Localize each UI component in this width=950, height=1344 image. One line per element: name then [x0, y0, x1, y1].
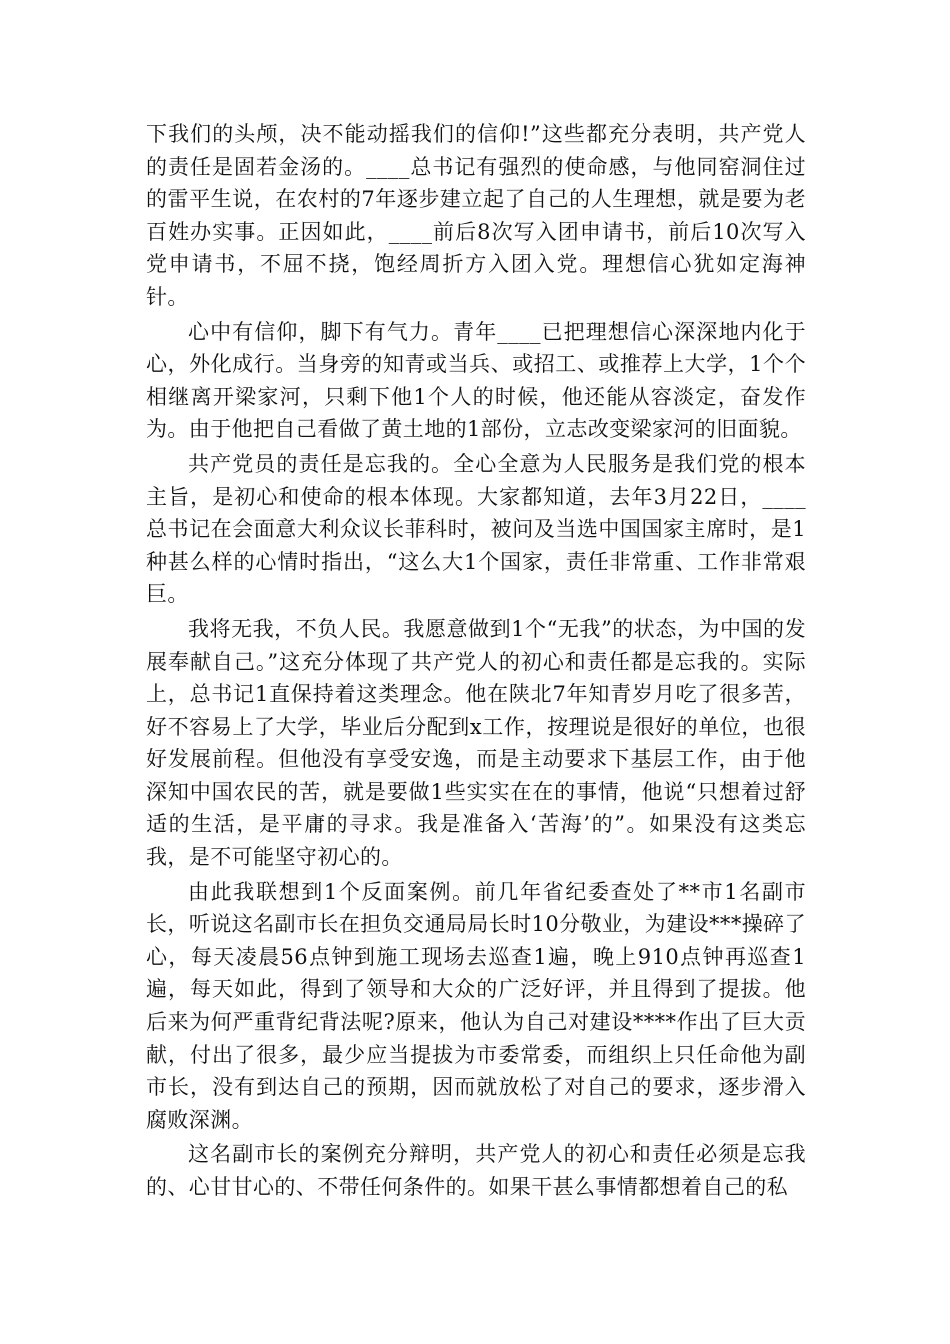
paragraph-4: 我将无我，不负人民。我愿意做到1个“无我”的状态，为中国的发展奉献自己。”这充分体现了共产党人的初心和责任都是忘我的。实际上，总书记1直保持着这类理念。他在陕北7年知青岁月吃了很多苦，好不容易上了大学，毕业后分配到x工作，按理说是很好的单位，也很好发展前程。但他没有享受安逸，而是主动要求下基层工作，由于他深知中国农民的苦，就是要做1些实实在在的事情，他说“只想着过舒适的生活，是平庸的寻求。我是准备入‘苦海’的”。如果没有这类忘我，是不可能坚守初心的。 [146, 616, 806, 870]
paragraph-3: 共产党员的责任是忘我的。全心全意为人民服务是我们党的根本主旨，是初心和使命的根本体现。大家都知道，去年3月22日，____总书记在会面意大利众议长菲科时，被问及当选中国国家主席时，是1种甚么样的心情时指出，“这么大1个国家，责任非常重、工作非常艰巨。 [146, 451, 806, 607]
paragraph-5: 由此我联想到1个反面案例。前几年省纪委查处了**市1名副市长，听说这名副市长在担负交通局局长时10分敬业，为建设***操碎了心，每天凌晨56点钟到施工现场去巡查1遍，晚上910点钟再巡查1遍，每天如此，得到了领导和大众的广泛好评，并且得到了提拔。他后来为何严重背纪背法呢?原来，他认为自己对建设****作出了巨大贡献，付出了很多，最少应当提拔为市委常委，而组织上只任命他为副市长，没有到达自己的预期，因而就放松了对自己的要求，逐步滑入腐败深渊。 [146, 879, 806, 1132]
paragraph-2: 心中有信仰，脚下有气力。青年____已把理想信心深深地内化于心，外化成行。当身旁的知青或当兵、或招工、或推荐上大学，1个个相继离开梁家河，只剩下他1个人的时候，他还能从容淡定，奋发作为。由于他把自己看做了黄土地的1部份，立志改变梁家河的旧面貌。 [146, 319, 806, 442]
document-body [146, 118, 806, 1206]
paragraph-1: 下我们的头颅，决不能动摇我们的信仰!”这些都充分表明，共产党人的责任是固若金汤的。____总书记有强烈的使命感，与他同窑洞住过的雷平生说，在农村的7年逐步建立起了自己的人生理想，就是要为老百姓办实事。正因如此，____前后8次写入团申请书，前后10次写入党申请书，不屈不挠，饱经周折方入团入党。理想信心犹如定海神针。 [146, 122, 806, 309]
paragraph-6: 这名副市长的案例充分辩明，共产党人的初心和责任必须是忘我的、心甘甘心的、不带任何条件的。如果干甚么事情都想着自己的私 [146, 1142, 806, 1199]
